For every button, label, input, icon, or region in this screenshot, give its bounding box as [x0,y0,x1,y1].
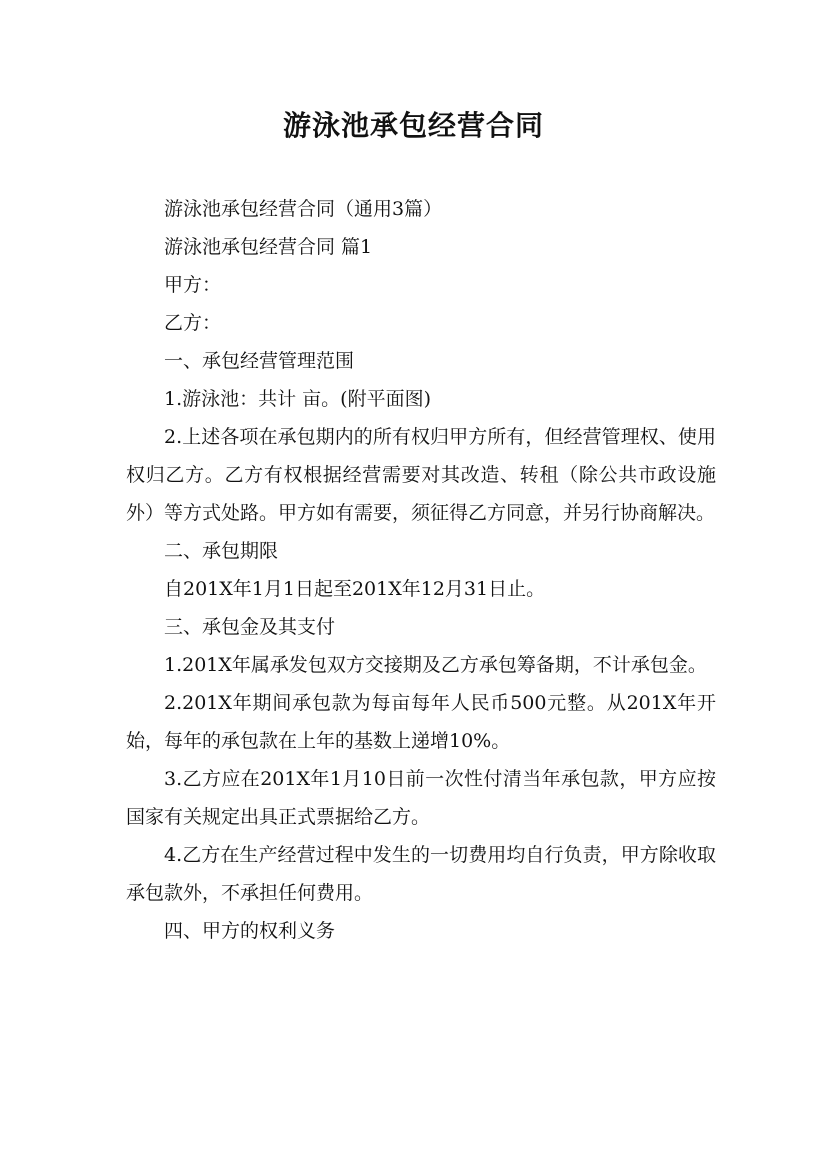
clause-item: 自201X年1月1日起至201X年12月31日止。 [164,578,546,600]
clause-heading: 三、承包金及其支付 [164,616,336,638]
document-body [126,190,716,950]
clause-heading: 四、甲方的权利义务 [164,920,336,942]
clause-item: 2.201X年期间承包款为每亩每年人民币500元整。从201X年开始，每年的承包款在上年的基数上递增10%。 [126,692,716,752]
clause-item: 4.乙方在生产经营过程中发生的一切费用均自行负责，甲方除收取承包款外，不承担任何费用。 [126,844,716,904]
clause-item: 1.游泳池：共计 亩。(附平面图) [164,388,431,410]
clause-item: 3.乙方应在201X年1月10日前一次性付清当年承包款，甲方应按国家有关规定出具正式票据给乙方。 [126,768,716,828]
party-a-line: 甲方： [164,274,222,296]
clause-item: 1.201X年属承发包双方交接期及乙方承包筹备期，不计承包金。 [164,654,707,676]
document-title: 游泳池承包经营合同 [282,109,544,142]
clause-heading: 二、承包期限 [164,540,279,562]
party-b-line: 乙方： [164,312,222,334]
section-heading: 游泳池承包经营合同 篇1 [164,236,373,258]
clause-heading: 一、承包经营管理范围 [164,350,355,372]
clause-item: 2.上述各项在承包期内的所有权归甲方所有，但经营管理权、使用权归乙方。乙方有权根据经营需要对其改造、转租（除公共市政设施外）等方式处路。甲方如有需要，须征得乙方同意，并另行协商解决。 [126,426,716,524]
subtitle-line: 游泳池承包经营合同（通用3篇） [164,198,443,220]
